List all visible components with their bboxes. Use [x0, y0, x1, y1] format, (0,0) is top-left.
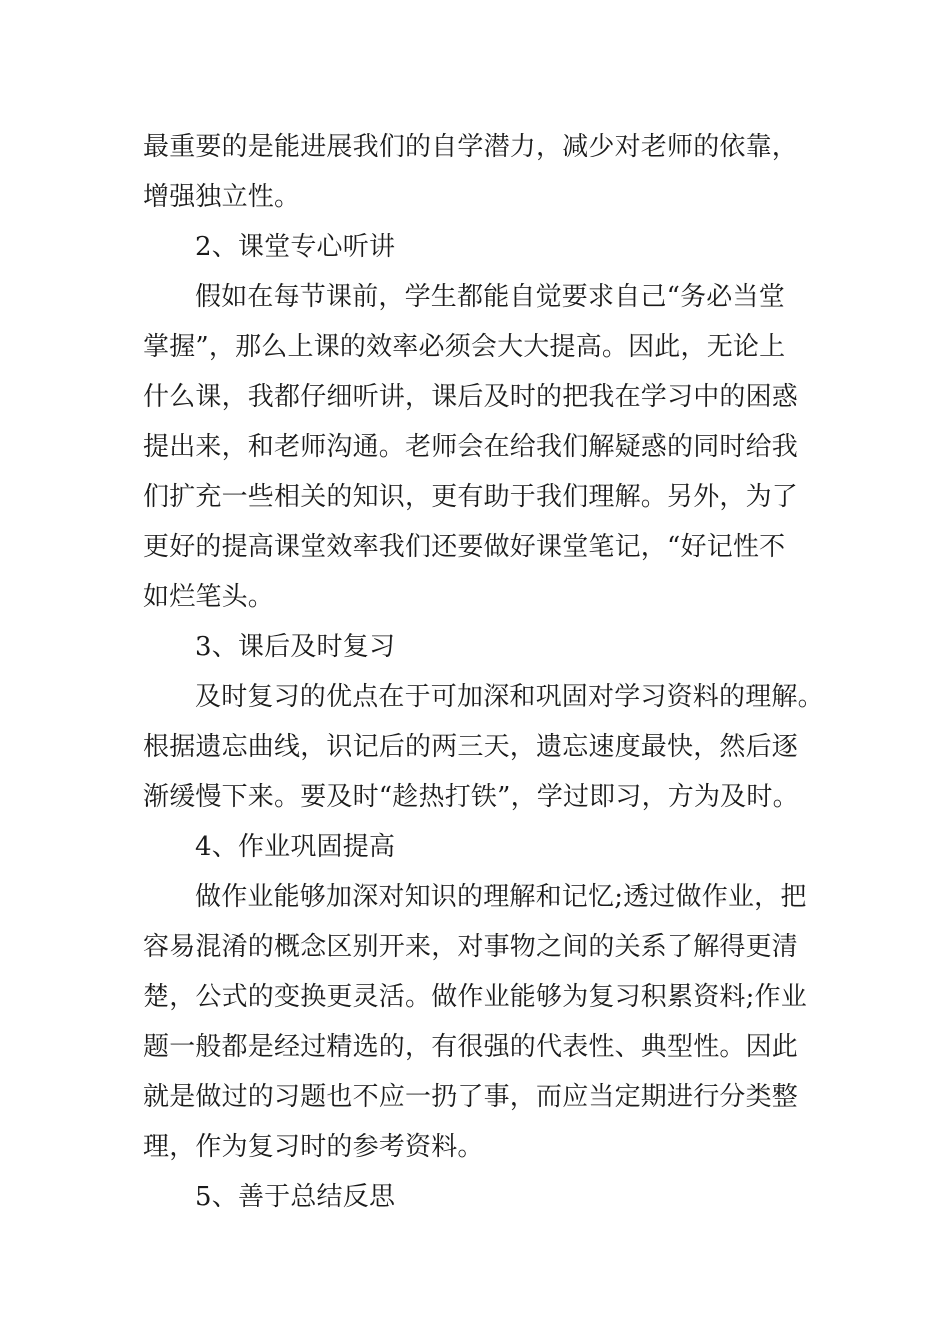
section-heading-5: 5、善于总结反思 — [195, 1182, 396, 1212]
body-text-line: 假如在每节课前，学生都能自觉要求自己“务必当堂 — [195, 282, 785, 312]
body-text-line: 如烂笔头。 — [143, 582, 275, 612]
section-heading-4: 4、作业巩固提高 — [195, 832, 396, 862]
body-text-line: 最重要的是能进展我们的自学潜力，减少对老师的依靠， — [143, 132, 799, 162]
body-text-line: 根据遗忘曲线，识记后的两三天，遗忘速度最快，然后逐 — [143, 732, 799, 762]
body-text-line: 理，作为复习时的参考资料。 — [143, 1132, 484, 1162]
section-heading-3: 3、课后及时复习 — [195, 632, 396, 662]
body-text-line: 容易混淆的概念区别开来，对事物之间的关系了解得更清 — [143, 932, 799, 962]
body-text-line: 就是做过的习题也不应一扔了事，而应当定期进行分类整 — [143, 1082, 799, 1112]
body-text-line: 题一般都是经过精选的，有很强的代表性、典型性。因此 — [143, 1032, 799, 1062]
section-heading-2: 2、课堂专心听讲 — [195, 232, 396, 262]
body-text-line: 掌握”，那么上课的效率必须会大大提高。因此，无论上 — [143, 332, 786, 362]
body-text-line: 更好的提高课堂效率我们还要做好课堂笔记，“好记性不 — [143, 532, 786, 562]
body-text-line: 增强独立性。 — [143, 182, 301, 212]
document-body — [143, 122, 824, 1222]
body-text-line: 渐缓慢下来。要及时“趁热打铁”，学过即习，方为及时。 — [143, 782, 799, 812]
body-text-line: 及时复习的优点在于可加深和巩固对学习资料的理解。 — [195, 682, 824, 712]
body-text-line: 什么课，我都仔细听讲，课后及时的把我在学习中的困惑 — [143, 382, 799, 412]
body-text-line: 提出来，和老师沟通。老师会在给我们解疑惑的同时给我 — [143, 432, 799, 462]
body-text-line: 楚，公式的变换更灵活。做作业能够为复习积累资料;作业 — [143, 982, 807, 1012]
body-text-line: 做作业能够加深对知识的理解和记忆;透过做作业，把 — [195, 882, 807, 912]
body-text-line: 们扩充一些相关的知识，更有助于我们理解。另外，为了 — [143, 482, 799, 512]
